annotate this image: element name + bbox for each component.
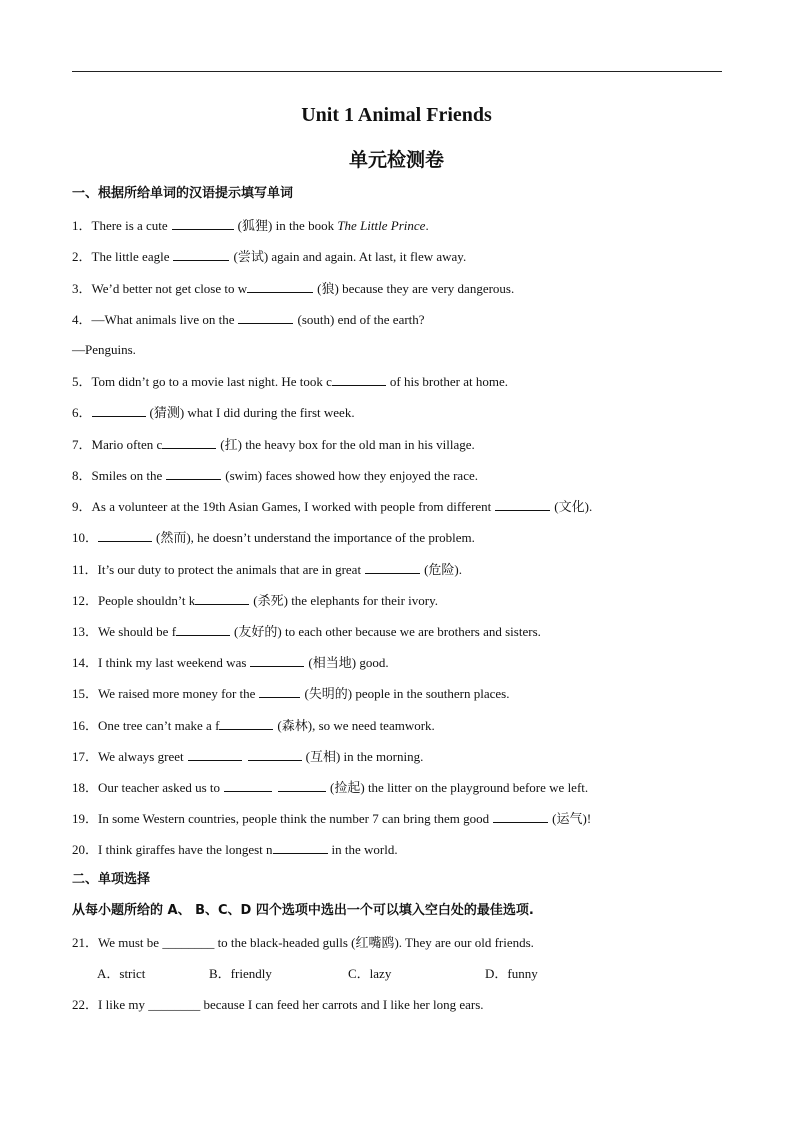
question-16: 16．One tree can’t make a f (森林), so we need teamwork. — [72, 718, 435, 733]
answer-blank[interactable] — [176, 622, 230, 636]
answer-blank[interactable] — [332, 372, 386, 386]
section2-instruction: 从每小题所给的 A、 B、C、D 四个选项中选出一个可以填入空白处的最佳选项. — [72, 903, 534, 918]
answer-blank[interactable] — [173, 247, 229, 261]
question-7: 7．Mario often c (扛) the heavy box for the old man in his village. — [72, 437, 475, 452]
question-20: 20．I think giraffes have the longest n in the world. — [72, 842, 398, 857]
answer-blank[interactable] — [195, 591, 249, 605]
question-6: 6． (猜测) what I did during the first week. — [72, 405, 355, 420]
question-5: 5．Tom didn’t go to a movie last night. He took c of his brother at home. — [72, 374, 508, 389]
answer-blank[interactable] — [238, 310, 293, 324]
question-4-reply: —Penguins. — [72, 342, 136, 357]
answer-blank[interactable] — [495, 497, 550, 511]
answer-blank[interactable] — [224, 778, 272, 792]
question-19: 19．In some Western countries, people think the number 7 can bring them good (运气)! — [72, 811, 592, 826]
question-13: 13．We should be f (友好的) to each other because we are brothers and sisters. — [72, 624, 541, 639]
question-15: 15．We raised more money for the (失明的) people in the southern places. — [72, 686, 510, 701]
question-11: 11．It’s our duty to protect the animals that are in great (危险). — [72, 562, 462, 577]
answer-blank[interactable] — [273, 840, 328, 854]
question-9: 9．As a volunteer at the 19th Asian Games, I worked with people from different (文化). — [72, 499, 593, 514]
question-14: 14．I think my last weekend was (相当地) good. — [72, 655, 389, 670]
option-b[interactable]: B．friendly — [209, 966, 272, 981]
question-3: 3．We’d better not get close to w (狼) because they are very dangerous. — [72, 281, 515, 296]
question-10: 10． (然而), he doesn’t understand the importance of the problem. — [72, 530, 475, 545]
question-2: 2．The little eagle (尝试) again and again. At last, it flew away. — [72, 249, 467, 264]
answer-blank[interactable] — [493, 809, 548, 823]
question-21-options — [97, 965, 538, 983]
section2-heading: 二、单项选择 — [72, 872, 151, 887]
answer-blank[interactable] — [365, 560, 420, 574]
option-a[interactable]: A．strict — [97, 966, 146, 981]
question-21: 21．We must be ________ to the black-headed gulls (红嘴鸥). They are our old friends. — [72, 935, 534, 950]
question-4: 4．—What animals live on the (south) end of the earth? — [72, 312, 425, 327]
answer-blank[interactable] — [172, 216, 234, 230]
page-title: Unit 1 Animal Friends — [301, 104, 492, 126]
answer-blank[interactable] — [278, 778, 326, 792]
answer-blank[interactable] — [166, 466, 221, 480]
option-c[interactable]: C．lazy — [348, 966, 392, 981]
question-1: 1．There is a cute (狐狸) in the book The Little Prince. — [72, 218, 429, 233]
question-8: 8．Smiles on the (swim) faces showed how they enjoyed the race. — [72, 468, 478, 483]
section1-heading: 一、根据所给单词的汉语提示填写单词 — [72, 186, 294, 201]
answer-blank[interactable] — [247, 279, 313, 293]
top-rule — [72, 71, 722, 72]
page-subtitle: 单元检测卷 — [348, 149, 444, 171]
answer-blank[interactable] — [248, 747, 302, 761]
question-17: 17．We always greet (互相) in the morning. — [72, 749, 424, 764]
question-18: 18．Our teacher asked us to (捡起) the litter on the playground before we left. — [72, 780, 589, 795]
answer-blank[interactable] — [98, 528, 152, 542]
answer-blank[interactable] — [92, 403, 146, 417]
question-22: 22．I like my ________ because I can feed her carrots and I like her long ears. — [72, 997, 484, 1012]
answer-blank[interactable] — [162, 435, 216, 449]
answer-blank[interactable] — [219, 716, 273, 730]
answer-blank[interactable] — [250, 653, 304, 667]
answer-blank[interactable] — [259, 684, 300, 698]
question-12: 12．People shouldn’t k (杀死) the elephants for their ivory. — [72, 593, 438, 608]
option-d[interactable]: D．funny — [485, 966, 538, 981]
answer-blank[interactable] — [188, 747, 242, 761]
